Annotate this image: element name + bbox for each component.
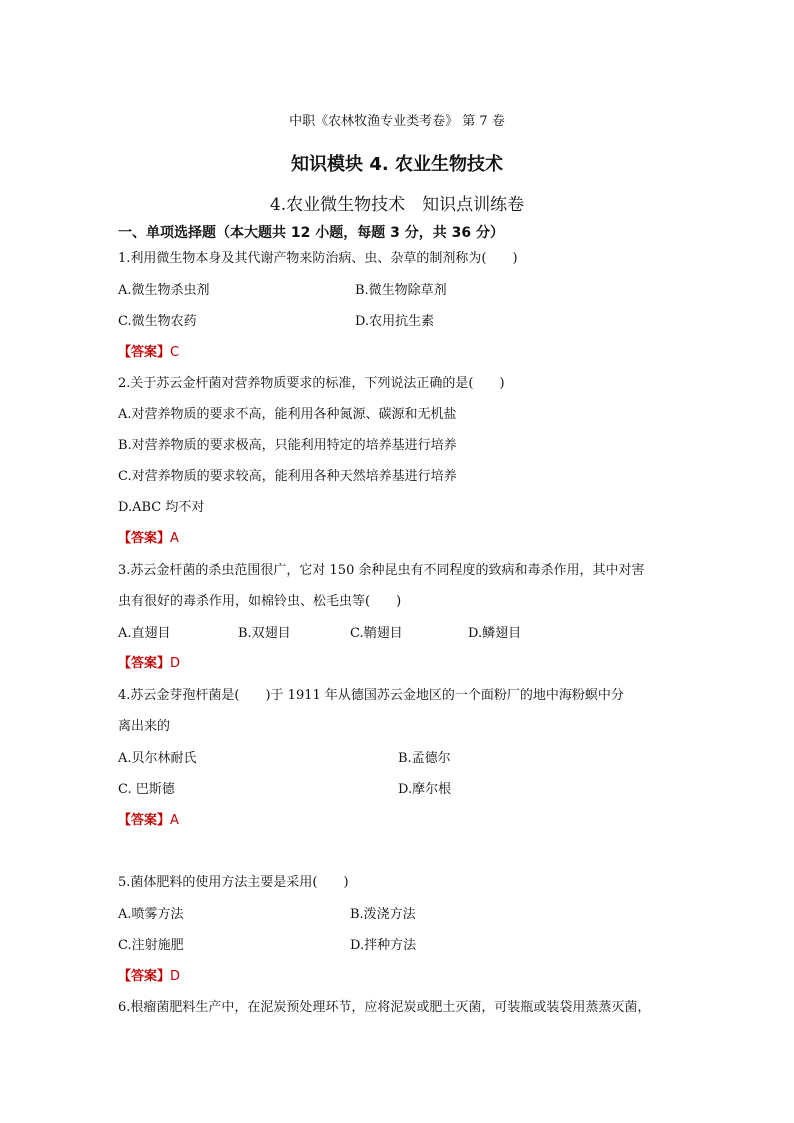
answer-value: D: [170, 656, 181, 671]
question-6-stem: 6.根瘤菌肥料生产中，在泥炭预处理环节，应将泥炭或肥土灭菌，可装瓶或装袋用蒸蒸灭菌，: [118, 1000, 651, 1015]
question-3-stem-line-2: 虫有很好的毒杀作用，如棉铃虫、松毛虫等( ): [118, 594, 402, 609]
question-2-stem: 2.关于苏云金杆菌对营养物质要求的标准，下列说法正确的是( ): [118, 376, 505, 391]
answer-label: 【答案】: [118, 656, 171, 671]
answer-value: D: [170, 969, 181, 984]
question-5-answer: [118, 969, 180, 985]
question-5-option-a: A.喷雾方法: [118, 907, 184, 922]
question-3-option-b: B.双翅目: [238, 626, 291, 641]
sub-title: 4.农业微生物技术 知识点训练卷: [269, 195, 525, 215]
question-1-option-a: A.微生物杀虫剂: [118, 283, 210, 298]
question-1-option-c: C.微生物农药: [118, 314, 197, 329]
module-title: 知识模块 4. 农业生物技术: [291, 154, 503, 175]
answer-label: 【答案】: [118, 969, 171, 984]
question-1-option-d: D.农用抗生素: [355, 314, 435, 329]
question-2-option-c: C.对营养物质的要求较高，能利用各种天然培养基进行培养: [118, 469, 457, 484]
question-5-option-d: D.拌种方法: [350, 938, 417, 953]
question-1-option-b: B.微生物除草剂: [355, 283, 447, 298]
question-3-option-d: D.鳞翅目: [468, 626, 522, 641]
question-5-option-c: C.注射施肥: [118, 938, 184, 953]
answer-label: 【答案】: [118, 531, 171, 546]
answer-value: C: [170, 345, 180, 360]
answer-value: A: [170, 813, 179, 828]
question-1-answer: [118, 345, 179, 361]
question-4-option-c: C. 巴斯德: [118, 782, 175, 797]
exam-header: 中职《农林牧渔专业类考卷》 第 7 卷: [289, 114, 505, 129]
question-4-answer: [118, 813, 179, 829]
question-3-option-c: C.鞘翅目: [350, 626, 403, 641]
section-heading: 一、单项选择题（本大题共 12 小题，每题 3 分，共 36 分）: [118, 225, 504, 241]
question-2-option-a: A.对营养物质的要求不高，能利用各种氮源、碳源和无机盐: [118, 407, 457, 422]
question-4-stem-line-2: 离出来的: [118, 719, 171, 734]
question-4-option-a: A.贝尔林耐氏: [118, 751, 197, 766]
question-3-stem-line-1: 3.苏云金杆菌的杀虫范围很广，它对 150 余种昆虫有不同程度的致病和毒杀作用，其中对害: [118, 563, 645, 578]
question-2-option-d: D.ABC 均不对: [118, 500, 205, 515]
question-3-answer: [118, 656, 180, 672]
answer-value: A: [170, 531, 179, 546]
question-4-option-d: D.摩尔根: [398, 782, 452, 797]
question-4-option-b: B.孟德尔: [398, 751, 451, 766]
question-5-stem: 5.菌体肥料的使用方法主要是采用( ): [118, 875, 349, 890]
answer-label: 【答案】: [118, 813, 171, 828]
question-5-option-b: B.泼浇方法: [350, 907, 416, 922]
question-2-option-b: B.对营养物质的要求极高，只能利用特定的培养基进行培养: [118, 438, 457, 453]
question-3-option-a: A.直翅目: [118, 626, 171, 641]
question-1-stem: 1.利用微生物本身及其代谢产物来防治病、虫、杂草的制剂称为( ): [118, 251, 518, 266]
question-4-stem-line-1: 4.苏云金芽孢杆菌是( )于 1911 年从德国苏云金地区的一个面粉厂的地中海粉螟中分: [118, 688, 624, 703]
question-2-answer: [118, 531, 179, 547]
answer-label: 【答案】: [118, 345, 171, 360]
